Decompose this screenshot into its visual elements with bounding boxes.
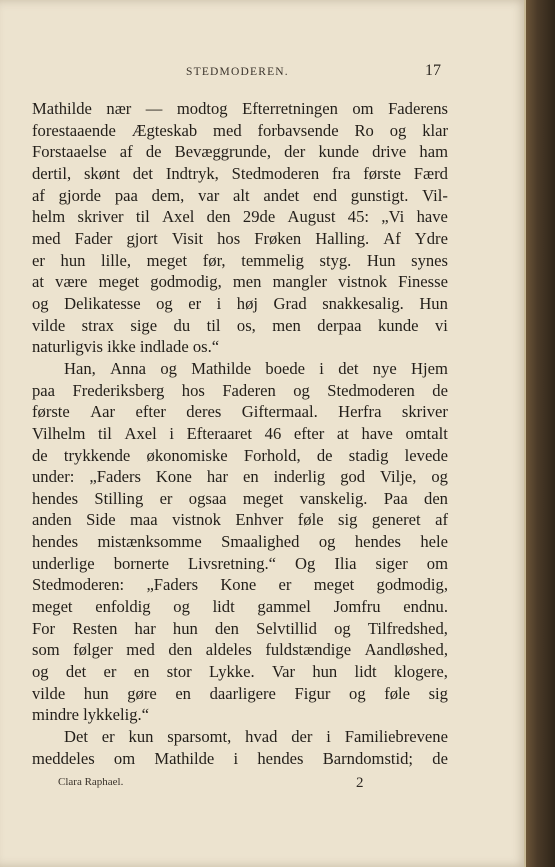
footer-sheet-number: 2 xyxy=(356,775,364,791)
text-line: under: „Faders Kone har en inderlig god Vilje, og xyxy=(32,467,448,487)
footer-signature: Clara Raphael. xyxy=(58,776,124,788)
text-line: vilde strax sige du til os, men derpaa kunde vi xyxy=(32,315,448,335)
text-line: paa Frederiksberg hos Faderen og Stedmoderen de xyxy=(32,380,448,400)
text-line: meget enfoldig og lidt gammel Jomfru endnu. xyxy=(32,597,448,617)
text-line: at være meget godmodig, men mangler vistnok Finesse xyxy=(32,272,448,292)
text-line: underlige bornerte Livsretning.“ Og Ilia siger om xyxy=(32,553,448,573)
text-line: som følger med den aldeles fuldstændige Aandløshed, xyxy=(32,640,448,660)
text-line: de trykkende økonomiske Forhold, de stadig levede xyxy=(32,445,448,465)
text-line: Det er kun sparsomt, hvad der i Familiebrevene xyxy=(64,727,448,747)
text-line: er hun lille, meget før, temmelig styg. Hun synes xyxy=(32,250,448,270)
text-line: For Resten har hun den Selvtillid og Tilfredshed, xyxy=(32,618,448,638)
text-line: hendes Stilling er ogsaa meget vanskelig. Paa den xyxy=(32,488,448,508)
page-header xyxy=(0,62,528,82)
text-line: af gjorde paa dem, var alt andet end gunstigt. Vil- xyxy=(32,185,448,205)
text-line: forestaaende Ægteskab med forbavsende Ro og klar xyxy=(32,120,448,140)
body-text xyxy=(32,98,448,769)
text-line: første Aar efter deres Giftermaal. Herfra skriver xyxy=(32,402,448,422)
text-line: med Fader gjort Visit hos Frøken Halling. Af Ydre xyxy=(32,228,448,248)
book-spine xyxy=(526,0,555,867)
page-number: 17 xyxy=(425,62,441,79)
text-line: og Delikatesse og er i høj Grad snakkesalig. Hun xyxy=(32,293,448,313)
text-line: Mathilde nær — modtog Efterretningen om Faderens xyxy=(32,99,448,118)
text-line: naturligvis ikke indlade os.“ xyxy=(32,337,220,357)
text-line: og det er en stor Lykke. Var hun lidt klogere, xyxy=(32,662,448,682)
text-line: Forstaaelse af de Bevæggrunde, der kunde drive ham xyxy=(32,142,448,162)
text-line: helm skriver til Axel den 29de August 45: „Vi have xyxy=(32,207,448,227)
text-line: vilde hun gøre en daarligere Figur og føle sig xyxy=(32,683,448,703)
text-line: Vilhelm til Axel i Efteraaret 46 efter at have omtalt xyxy=(32,423,448,443)
text-line: dertil, skønt det Indtryk, Stedmoderen fra første Færd xyxy=(32,163,448,183)
text-line: anden Side maa vistnok Enhver føle sig generet af xyxy=(32,510,448,530)
text-line: Stedmoderen: „Faders Kone er meget godmodig, xyxy=(32,575,448,595)
text-line: mindre lykkelig.“ xyxy=(32,705,150,725)
running-title: STEDMODEREN. xyxy=(186,66,289,78)
text-line: hendes mistænksomme Smaalighed og hendes hele xyxy=(32,532,448,552)
text-line: meddeles om Mathilde i hendes Barndomstid; de xyxy=(32,748,448,768)
text-line: Han, Anna og Mathilde boede i det nye Hjem xyxy=(64,358,448,378)
